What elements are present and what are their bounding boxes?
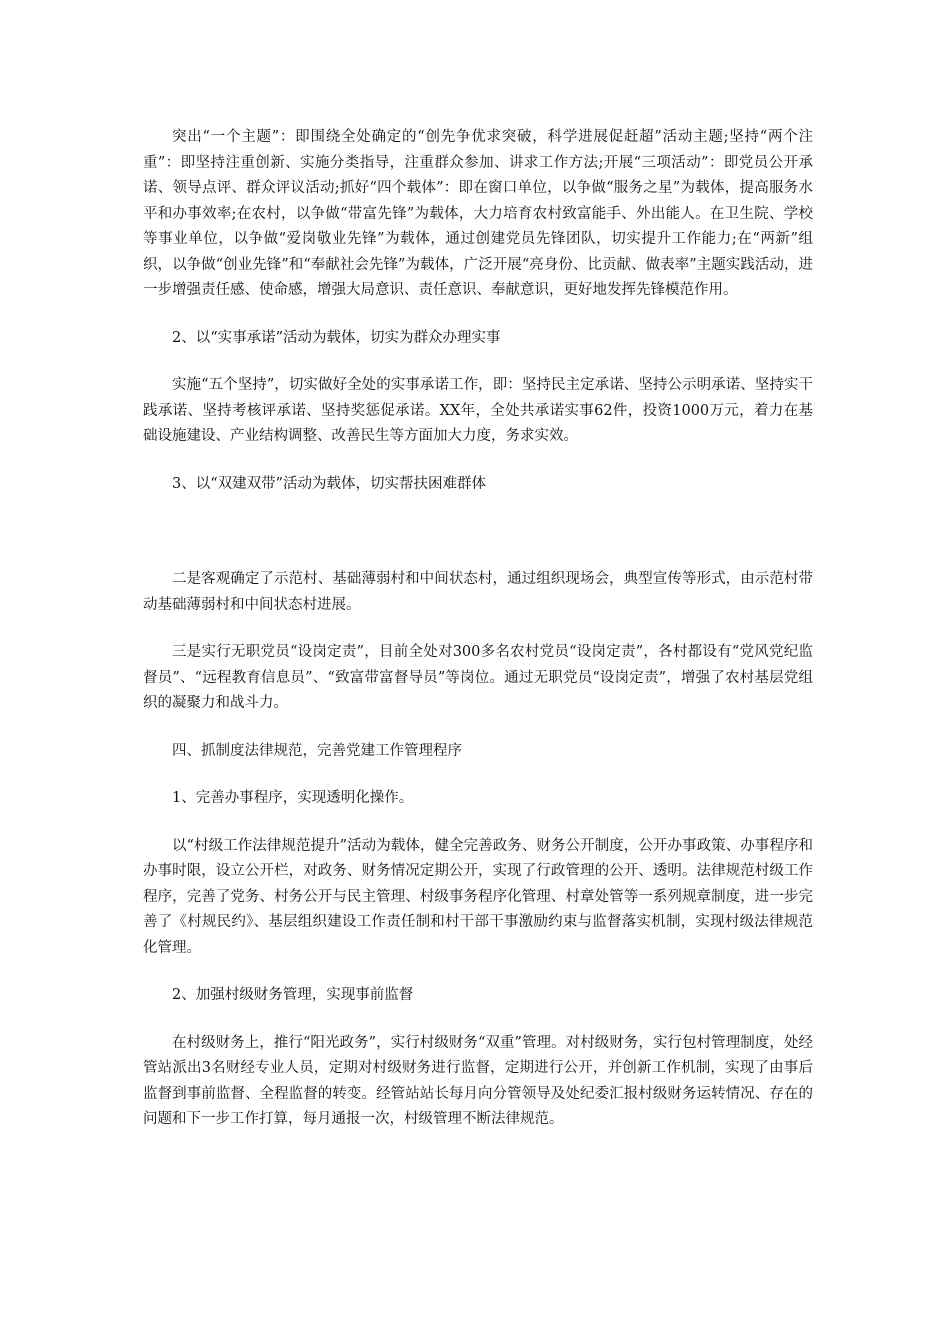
spacer: [143, 717, 813, 739]
heading-double-build: 3、以“双建双带”活动为载体，切实帮扶困难群体: [172, 475, 487, 492]
spacer: [143, 1009, 813, 1031]
document-body: [143, 125, 813, 1133]
heading-finance: 2、加强村级财务管理，实现事前监督: [172, 987, 414, 1003]
heading-section-four: 四、抓制度法律规范，完善党建工作管理程序: [172, 742, 462, 759]
spacer: [143, 450, 813, 472]
spacer: [143, 764, 813, 786]
spacer: [143, 351, 813, 373]
paragraph-finance-management: 在村级财务上，推行“阳光政务”，实行村级财务“双重”管理。对村级财务，实行包村管理制度，处经管站派出3名财经专业人员，定期对村级财务进行监督，定期进行公开，并创新工作机制，实现了由事后监督到事前监督、全程监督的转变。经管站站长每月向分管领导及处纪委汇报村级财务运转情况、存在的问题和下一步工作打算，每月通报一次，村级管理不断法律规范。: [143, 1034, 813, 1127]
spacer: [143, 812, 813, 834]
paragraph-post-responsibility: 三是实行无职党员“设岗定责”，目前全处对300多名农村党员“设岗定责”，各村都设有“党风党纪监督员”、“远程教育信息员”、“致富带富督导员”等岗位。通过无职党员“设岗定责”，增强了农村基层党组织的凝聚力和战斗力。: [143, 644, 813, 711]
paragraph-one-theme: 突出“一个主题”：即围绕全处确定的“创先争优求突破，科学进展促赶超”活动主题;坚持“两个注重”：即坚持注重创新、实施分类指导，注重群众参加、讲求工作方法;开展“三项活动”：即党员公开承诺、领导点评、群众评议活动;抓好“四个载体”：即在窗口单位，以争做“服务之星”为载体，提高服务水平和办事效率;在农村，以争做“带富先锋”为载体，大力培育农村致富能手、外出能人。在卫生院、学校等事业单位，以争做“爱岗敬业先锋”为载体，通过创建党员先锋团队，切实提升工作能力;在“两新”组织，以争做“创业先锋”和“奉献社会先锋”为载体，广泛开展“亮身份、比贡献、做表率”主题实践活动，进一步增强责任感、使命感，增强大局意识、责任意识、奉献意识，更好地发挥先锋模范作用。: [143, 129, 813, 298]
spacer: [143, 961, 813, 983]
paragraph-village-law: 以“村级工作法律规范提升”活动为载体，健全完善政务、财务公开制度，公开办事政策、办事程序和办事时限，设立公开栏，对政务、财务情况定期公开，实现了行政管理的公开、透明。法律规范村级工作程序，完善了党务、村务公开与民主管理、村级事务程序化管理、村章处管等一系列规章制度，进一步完善了《村规民约》、基层组织建设工作责任制和村干部干事激励约束与监督落实机制，实现村级法律规范化管理。: [143, 837, 813, 956]
spacer: [143, 497, 813, 567]
paragraph-model-villages: 二是客观确定了示范村、基础薄弱村和中间状态村，通过组织现场会，典型宣传等形式，由示范村带动基础薄弱村和中间状态村进展。: [143, 571, 813, 613]
spacer: [143, 304, 813, 326]
paragraph-five-persistence: 实施“五个坚持”，切实做好全处的实事承诺工作，即：坚持民主定承诺、坚持公示明承诺、坚持实干践承诺、坚持考核评承诺、坚持奖惩促承诺。XX年，全处共承诺实事62件，投资1000万元，着力在基础设施建设、产业结构调整、改善民生等方面加大力度，务求实效。: [143, 377, 813, 444]
heading-procedure: 1、完善办事程序，实现透明化操作。: [172, 790, 414, 806]
heading-commitment: 2、以“实事承诺”活动为载体，切实为群众办理实事: [172, 329, 501, 346]
spacer: [143, 618, 813, 640]
